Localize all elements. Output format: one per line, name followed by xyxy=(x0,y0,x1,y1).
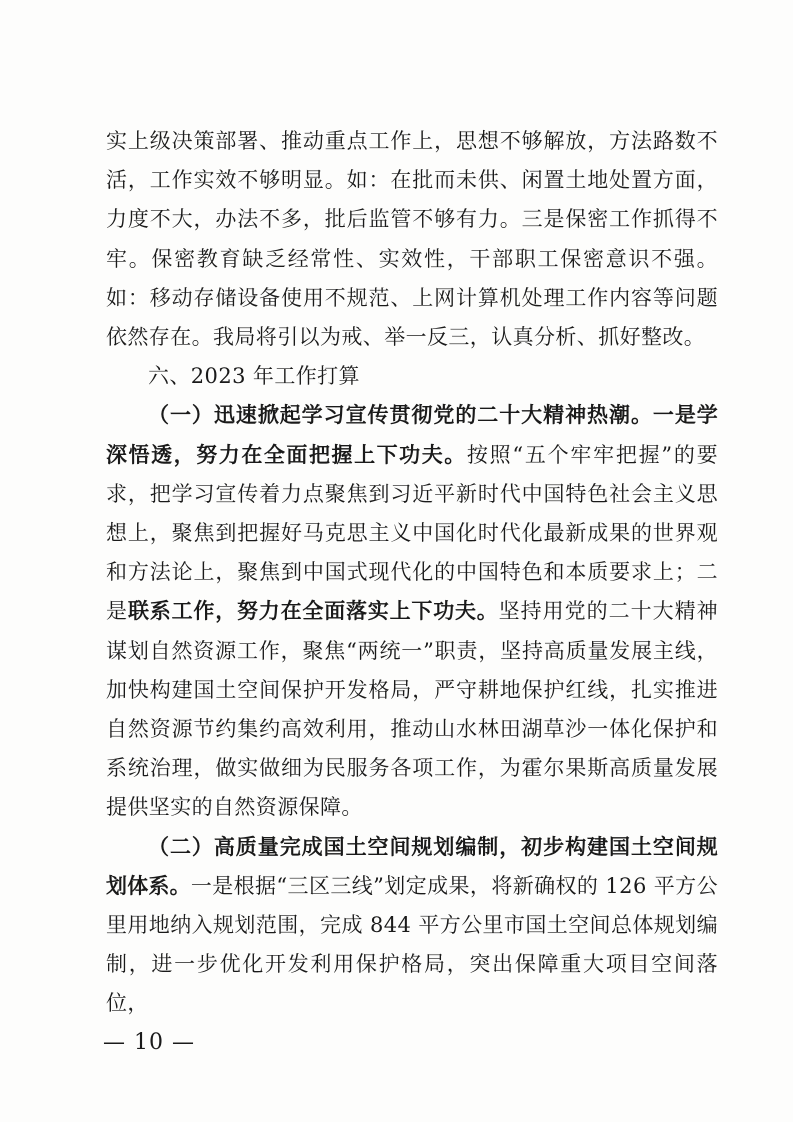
section-heading: 六、2023 年工作打算 xyxy=(148,364,360,389)
document-body xyxy=(106,122,718,1024)
item-1-text-a: 按照“五个牢牢把握”的要求，把学习宣传着力点聚焦到习近平新时代中国特色社会主义思想上，聚焦到把握好马克思主义中国化时代化最新成果的世界观和方法论上，聚焦到中国式现代化的中国特色和本质要求上；二是 xyxy=(106,442,718,624)
item-1-bold-b: 联系工作，努力在全面落实上下功夫。 xyxy=(128,599,499,624)
paragraph-continuation: 实上级决策部署、推动重点工作上，思想不够解放，方法路数不活，工作实效不够明显。如：在批而未供、闲置土地处置方面，力度不大，办法不多，批后监管不够有力。三是保密工作抓得不牢。保密教育缺乏经常性、实效性，干部职工保密意识不强。如：移动存储设备使用不规范、上网计算机处理工作内容等问题依然存在。我局将引以为戒、举一反三，认真分析、抓好整改。 xyxy=(106,129,718,350)
item-1-bold-title: （一）迅速掀起学习宣传贯彻党的二十大精神热潮。一是学深悟透，努力在全面把握上下功夫。 xyxy=(106,403,718,467)
paragraph-item-1 xyxy=(106,396,718,827)
item-2-bold-title: （二）高质量完成国土空间规划编制，初步构建国土空间规划体系。 xyxy=(106,834,718,898)
item-1-text-b: 坚持用党的二十大精神谋划自然资源工作，聚焦“两统一”职责，坚持高质量发展主线，加快构建国土空间保护开发格局，严守耕地保护红线，扎实推进自然资源节约集约高效利用，推动山水林田湖草沙一体化保护和系统治理，做实做细为民服务各项工作，为霍尔果斯高质量发展提供坚实的自然资源保障。 xyxy=(106,599,718,820)
paragraph-item-2 xyxy=(106,828,718,1024)
page-number: — 10 — xyxy=(103,1030,195,1055)
item-2-text: 一是根据“三区三线”划定成果，将新确权的 126 平方公里用地纳入规划范围，完成 844 平方公里市国土空间总体规划编制，进一步优化开发利用保护格局，突出保障重大项目空间落位， xyxy=(106,873,718,1016)
